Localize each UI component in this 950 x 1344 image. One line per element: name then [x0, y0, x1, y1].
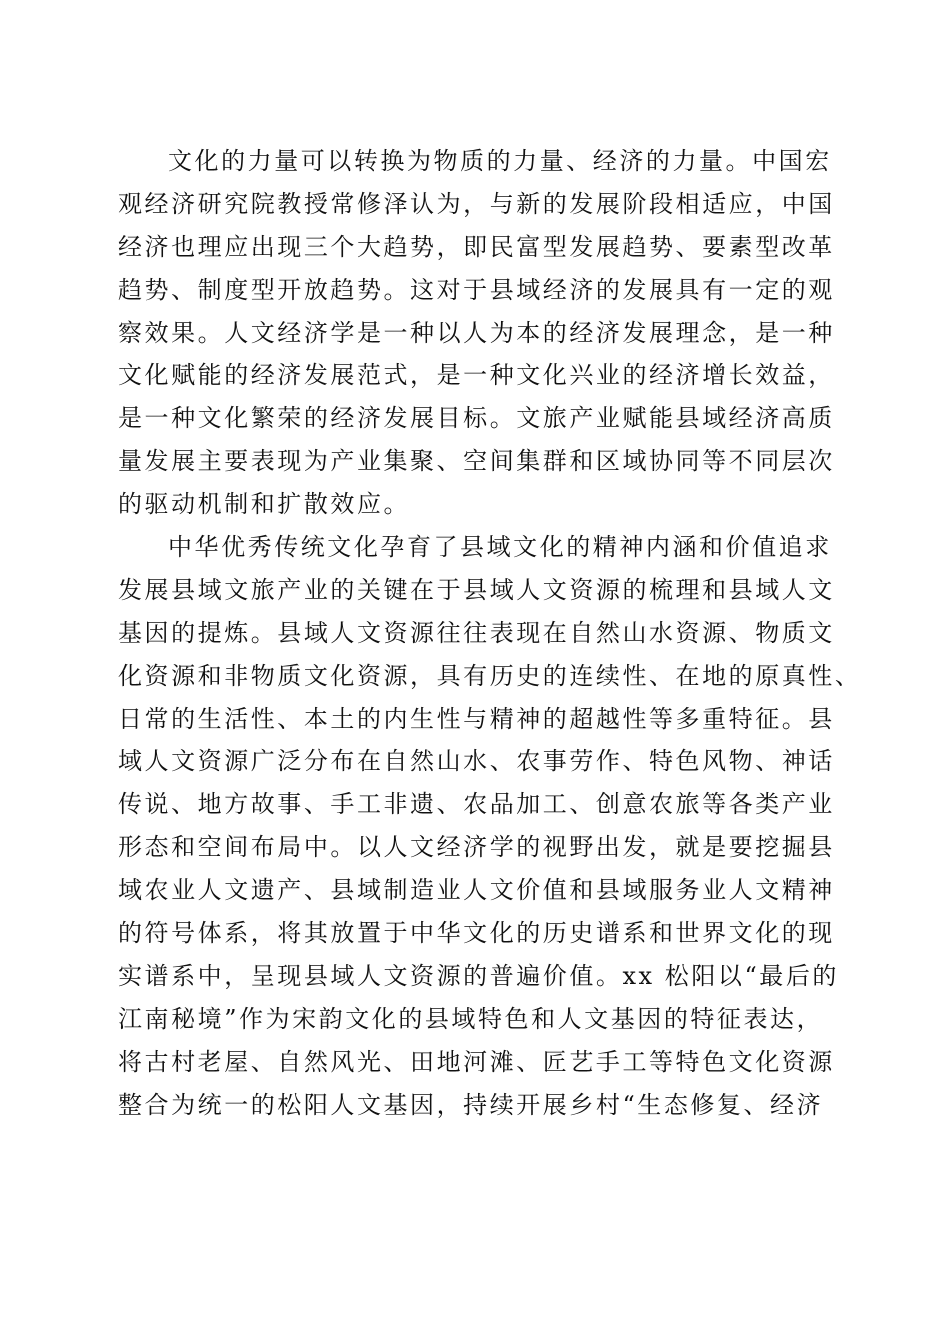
- paragraph-line: 整合为统一的松阳人文基因，持续开展乡村“生态修复、经济: [118, 1090, 824, 1119]
- paragraph-line: 将古村老屋、自然风光、田地河滩、匠艺手工等特色文化资源: [118, 1047, 835, 1076]
- paragraph-line: 文化的力量可以转换为物质的力量、经济的力量。中国宏: [168, 147, 832, 175]
- paragraph-line: 的符号体系，将其放置于中华文化的历史谱系和世界文化的现: [118, 919, 835, 948]
- paragraph-line: 的驱动机制和扩散效应。: [118, 490, 411, 519]
- paragraph-line: 形态和空间布局中。以人文经济学的视野出发，就是要挖掘县: [118, 833, 835, 862]
- paragraph-line: 观经济研究院教授常修泽认为，与新的发展阶段相适应，中国: [118, 189, 835, 218]
- paragraph-line: 域人文资源广泛分布在自然山水、农事劳作、特色风物、神话: [118, 747, 835, 776]
- paragraph-line: 经济也理应出现三个大趋势，即民富型发展趋势、要素型改革: [118, 232, 835, 261]
- paragraph-line: 文化赋能的经济发展范式，是一种文化兴业的经济增长效益，: [118, 361, 835, 390]
- paragraph-2: [118, 526, 862, 1126]
- paragraph-line: 基因的提炼。县域人文资源往往表现在自然山水资源、物质文: [118, 618, 835, 647]
- document-body: [118, 140, 862, 1126]
- paragraph-line: 是一种文化繁荣的经济发展目标。文旅产业赋能县域经济高质: [118, 404, 835, 433]
- paragraph-line: 日常的生活性、本土的内生性与精神的超越性等多重特征。县: [118, 704, 835, 733]
- paragraph-1: [118, 140, 838, 526]
- paragraph-line: 实谱系中，呈现县域人文资源的普遍价值。xx 松阳以“最后的: [118, 961, 839, 990]
- paragraph-line: 域农业人文遗产、县域制造业人文价值和县域服务业人文精神: [118, 876, 835, 905]
- paragraph-line: 中华优秀传统文化孕育了县域文化的精神内涵和价值追求: [168, 533, 832, 562]
- paragraph-line: 江南秘境”作为宋韵文化的县域特色和人文基因的特征表达，: [118, 1004, 824, 1033]
- paragraph-line: 趋势、制度型开放趋势。这对于县域经济的发展具有一定的观: [118, 275, 835, 304]
- paragraph-line: 化资源和非物质文化资源，具有历史的连续性、在地的原真性、: [118, 661, 862, 690]
- paragraph-line: 发展县域文旅产业的关键在于县域人文资源的梳理和县域人文: [118, 575, 835, 604]
- paragraph-line: 察效果。人文经济学是一种以人为本的经济发展理念，是一种: [118, 318, 835, 347]
- paragraph-line: 传说、地方故事、手工非遗、农品加工、创意农旅等各类产业: [118, 790, 835, 819]
- paragraph-line: 量发展主要表现为产业集聚、空间集群和区域协同等不同层次: [118, 447, 835, 476]
